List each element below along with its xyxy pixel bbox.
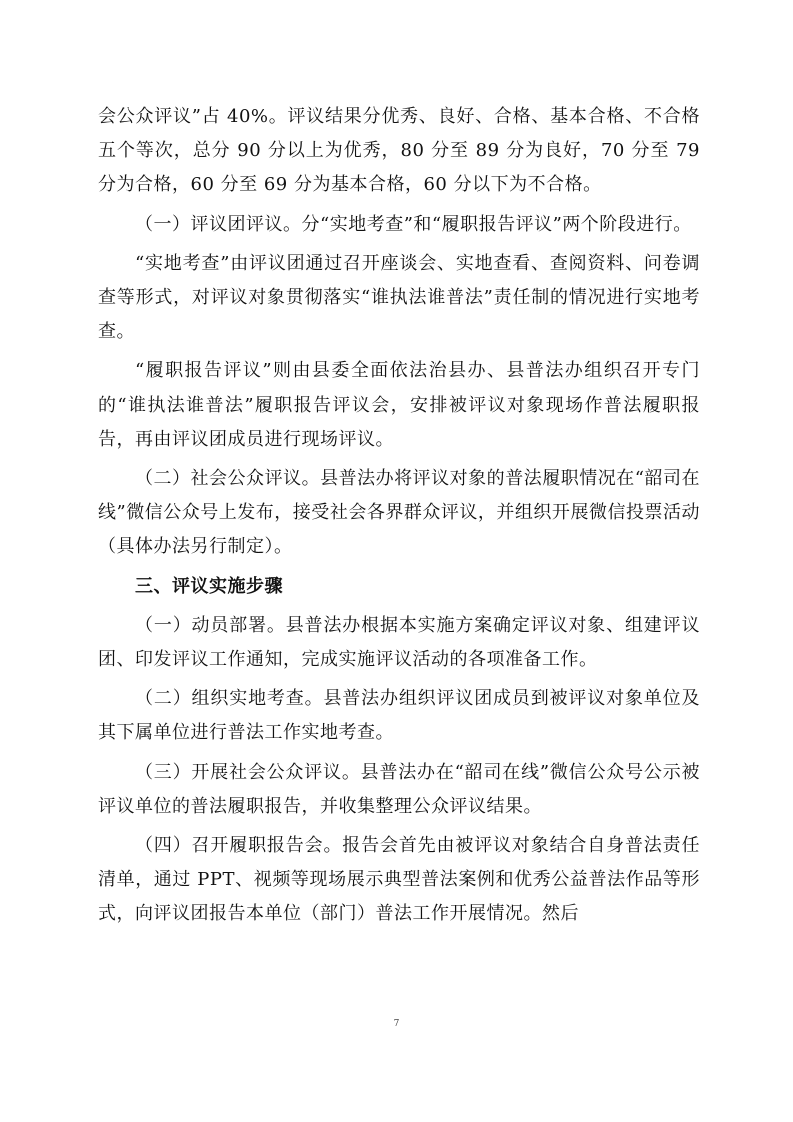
section-heading-steps: 三、评议实施步骤 bbox=[135, 575, 283, 597]
paragraph-report-review: “履职报告评议”则由县委全面依法治县办、县普法办组织召开专门的“谁执法谁普法”履职报告评议会，安排被评议对象现场作普法履职报告，再由评议团成员进行现场评议。 bbox=[98, 360, 700, 450]
paragraph-step-report-meeting: （四）召开履职报告会。报告会首先由被评议对象结合自身普法责任清单，通过 PPT、视频等现场展示典型普法案例和优秀公益普法作品等形式，向评议团报告本单位（部门）普法工作开展情况。然后 bbox=[98, 835, 700, 925]
page-number: 7 bbox=[393, 1019, 400, 1029]
paragraph-public-review: （二）社会公众评议。县普法办将评议对象的普法履职情况在“韶司在线”微信公众号上发布，接受社会各界群众评议，并组织开展微信投票活动（具体办法另行制定）。 bbox=[98, 468, 700, 558]
paragraph-field-inspection: “实地考查”由评议团通过召开座谈会、实地查看、查阅资料、问卷调查等形式，对评议对象贯彻落实“谁执法谁普法”责任制的情况进行实地考查。 bbox=[98, 252, 700, 343]
paragraph-step-public-review: （三）开展社会公众评议。县普法办在“韶司在线”微信公众号公示被评议单位的普法履职报告，并收集整理公众评议结果。 bbox=[98, 761, 700, 817]
paragraph-step-inspection: （二）组织实地考查。县普法办组织评议团成员到被评议对象单位及其下属单位进行普法工作实地考查。 bbox=[98, 688, 700, 744]
paragraph-scoring-levels: 会公众评议”占 40%。评议结果分优秀、良好、合格、基本合格、不合格五个等次，总分 90 分以上为优秀，80 分至 89 分为良好，70 分至 79 分为合格，60 分至 69 分为基本合格，60 分以下为不合格。 bbox=[98, 106, 700, 196]
body-text bbox=[98, 100, 700, 932]
paragraph-panel-review: （一）评议团评议。分“实地考查”和“履职报告评议”两个阶段进行。 bbox=[135, 213, 692, 235]
paragraph-step-mobilization: （一）动员部署。县普法办根据本实施方案确定评议对象、组建评议团、印发评议工作通知，完成实施评议活动的各项准备工作。 bbox=[98, 614, 700, 671]
